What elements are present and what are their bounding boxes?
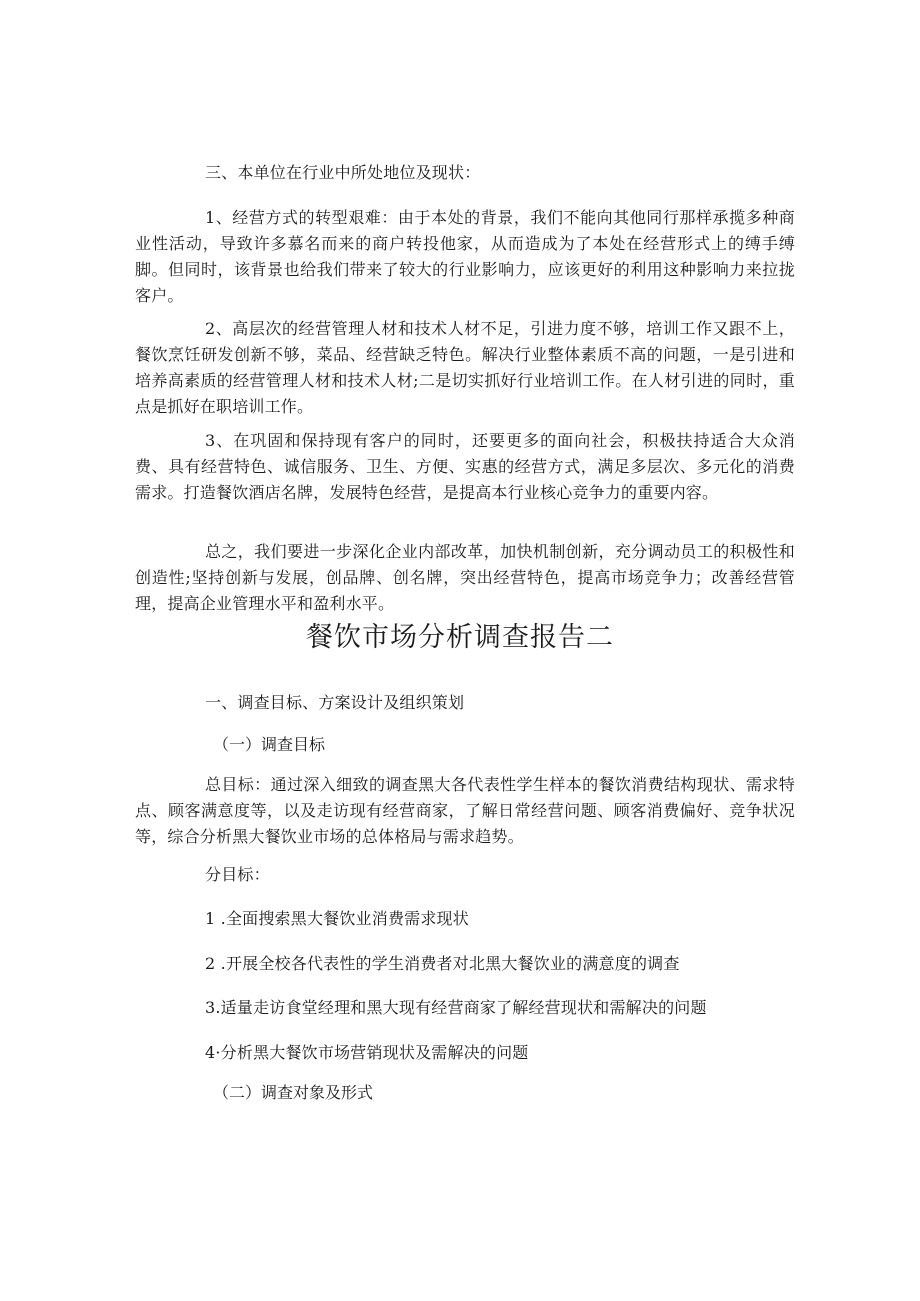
paragraph-2: 2、高层次的经营管理人材和技术人材不足，引进力度不够，培训工作又跟不上，餐饮烹饪研发创新不够，菜品、经营缺乏特色。解决行业整体素质不高的问题，一是引进和培养高素质的经营管理人材和技术人材;二是切实抓好行业培训工作。在人材引进的同时，重点是抓好在职培训工作。 <box>135 319 795 416</box>
sub-goals-label: 分目标： <box>205 865 270 884</box>
paragraph-summary: 总之，我们要进一步深化企业内部改革，加快机制创新，充分调动员工的积极性和创造性;坚持创新与发展，创品牌、创名牌，突出经营特色，提高市场竞争力；改善经营管理，提高企业管理水平和盈利水平。 <box>135 542 795 613</box>
list-item: 2 .开展全校各代表性的学生消费者对北黑大餐饮业的满意度的调查 <box>205 954 680 973</box>
paragraph-1: 1、经营方式的转型艰难：由于本处的背景，我们不能向其他同行那样承揽多种商业性活动，导致许多慕名而来的商户转投他家，从而造成为了本处在经营形式上的缚手缚脚。但同时，该背景也给我们带来了较大的行业影响力，应该更好的利用这种影响力来拉拢客户。 <box>135 208 795 305</box>
list-item: 4·分析黑大餐饮市场营销现状及需解决的问题 <box>205 1043 529 1062</box>
report-title: 餐饮市场分析调查报告二 <box>306 622 614 653</box>
section-heading-3: 三、本单位在行业中所处地位及现状： <box>205 163 481 182</box>
paragraph-overall-goal: 总目标：通过深入细致的调查黑大各代表性学生样本的餐饮消费结构现状、需求特点、顾客满意度等，以及走访现有经营商家，了解日常经营问题、顾客消费偏好、竞争状况等，综合分析黑大餐饮业市场的总体格局与需求趋势。 <box>135 775 795 846</box>
paragraph-3: 3、在巩固和保持现有客户的同时，还要更多的面向社会，积极扶持适合大众消费、具有经营特色、诚信服务、卫生、方便、实惠的经营方式，满足多层次、多元化的消费需求。打造餐饮酒店名牌，发展特色经营，是提高本行业核心竞争力的重要内容。 <box>135 431 795 502</box>
subheading-goals: （一）调查目标 <box>213 735 326 754</box>
subheading-survey-targets: （二）调查对象及形式 <box>213 1083 374 1102</box>
list-item: 3.适量走访食堂经理和黑大现有经营商家了解经营现状和需解决的问题 <box>205 998 707 1017</box>
heading-survey-goals: 一、调查目标、方案设计及组织策划 <box>205 693 465 712</box>
list-item: 1 .全面搜索黑大餐饮业消费需求现状 <box>205 909 469 928</box>
